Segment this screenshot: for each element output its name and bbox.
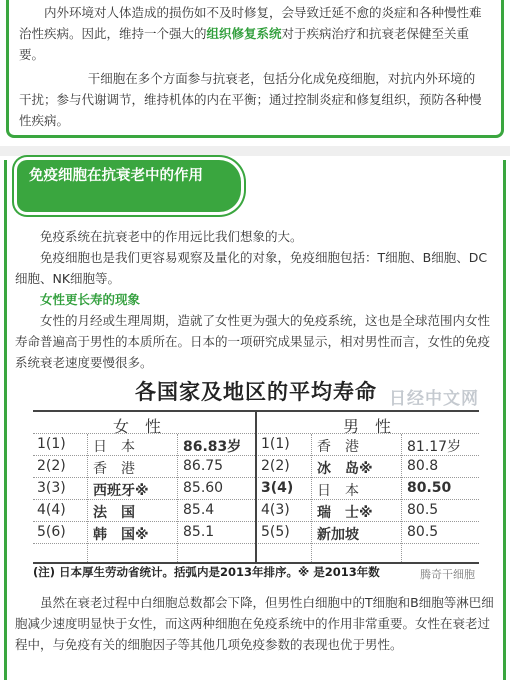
female-region: 法 国: [93, 505, 135, 521]
immune-section-box: [4, 160, 506, 680]
table-col-divider: [401, 434, 402, 562]
male-region: 日 本: [317, 483, 359, 499]
immune-paragraph-4: 虽然在衰老过程中白细胞总数都会下降，但男性白细胞中的T细胞和B细胞等淋巴细胞减少速度明显快于女性，而这两种细胞在免疫系统中的作用非常重要。女性在衰老过程中，与免疫有关的细胞因子等其他几项免疫参数的表现也优于男性。: [15, 595, 494, 652]
male-value: 81.17岁: [407, 439, 462, 455]
table-col-divider: [177, 434, 178, 562]
immune-section-content: [15, 226, 499, 373]
table-title: 各国家及地区的平均寿命: [135, 380, 377, 404]
immune-paragraph-1: 免疫系统在抗衰老中的作用远比我们想象的大。: [40, 229, 303, 244]
section-divider: [0, 146, 510, 156]
section-heading-badge: [17, 160, 241, 212]
male-value: 80.5: [407, 502, 439, 518]
table-center-divider: [255, 412, 257, 562]
table-col-divider: [87, 434, 88, 562]
male-region: 瑞 士※: [317, 505, 373, 521]
male-rank: 4(3): [261, 502, 290, 518]
male-rank: 2(2): [261, 458, 290, 474]
immune-paragraph-2: 免疫细胞也是我们更容易观察及量化的对象，免疫细胞包括：T细胞、B细胞、DC细胞、NK细胞等。: [15, 250, 488, 286]
male-region: 新加坡: [317, 527, 359, 543]
female-rank: 2(2): [37, 458, 66, 474]
female-region: 香 港: [93, 461, 135, 477]
female-rank: 5(6): [37, 524, 66, 540]
tissue-repair-highlight: 组织修复系统: [206, 26, 282, 41]
female-region: 日 本: [93, 439, 135, 455]
immune-paragraph-3: 女性的月经或生理周期，造就了女性更为强大的免疫系统，这也是全球范围内女性寿命普遍高于男性的本质所在。日本的一项研究成果显示，相对男性而言，女性的免疫系统衰老速度要慢很多。: [15, 313, 491, 370]
intro-p1-text-end: 对于疾病治疗和抗衰老保健至关重要。: [19, 26, 470, 62]
female-region: 韩 国※: [93, 527, 149, 543]
female-value: 86.83岁: [183, 439, 242, 455]
female-longevity-subheading: 女性更长寿的现象: [40, 292, 141, 307]
male-value: 80.5: [407, 524, 439, 540]
female-value: 85.4: [183, 502, 215, 518]
table-grid: [33, 410, 479, 564]
source-watermark: 腾奇干细胞: [420, 568, 475, 581]
table-footnote: (注) 日本厚生劳动省统计。括弧内是2013年排序。※ 是2013年数: [33, 565, 380, 579]
nikkei-watermark: 日经中文网: [389, 389, 479, 409]
female-value: 86.75: [183, 458, 224, 474]
male-value: 80.50: [407, 480, 452, 496]
table-col-divider: [311, 434, 312, 562]
male-rank: 5(5): [261, 524, 290, 540]
male-rank: 1(1): [261, 436, 290, 452]
male-rank: 3(4): [261, 480, 294, 496]
female-rank: 4(4): [37, 502, 66, 518]
male-region: 冰 岛※: [317, 461, 373, 477]
male-column-header: 男 性: [343, 417, 392, 436]
female-rank: 1(1): [37, 436, 66, 452]
intro-paragraph-1: [19, 2, 487, 65]
female-value: 85.1: [183, 524, 215, 540]
female-rank: 3(3): [37, 480, 66, 496]
male-region: 香 港: [317, 439, 359, 455]
intro-p1-text: 内外环境对人体造成的损伤如不及时修复，会导致迁延不愈的炎症和各种慢性难治性疾病。因此，维持一个强大的: [19, 5, 482, 41]
immune-section-bottom: [15, 592, 499, 655]
female-column-header: 女 性: [113, 417, 162, 436]
female-region: 西班牙※: [93, 483, 149, 499]
male-value: 80.8: [407, 458, 439, 474]
intro-section-box: [6, 0, 504, 138]
section-heading: 免疫细胞在抗衰老中的作用: [29, 168, 203, 184]
female-value: 85.60: [183, 480, 224, 496]
life-expectancy-table: [33, 376, 479, 582]
intro-paragraph-2: 干细胞在多个方面参与抗衰老，包括分化成免疫细胞，对抗内外环境的干扰；参与代谢调节，维持机体的内在平衡；通过控制炎症和修复组织，预防各种慢性疾病。: [19, 71, 482, 128]
